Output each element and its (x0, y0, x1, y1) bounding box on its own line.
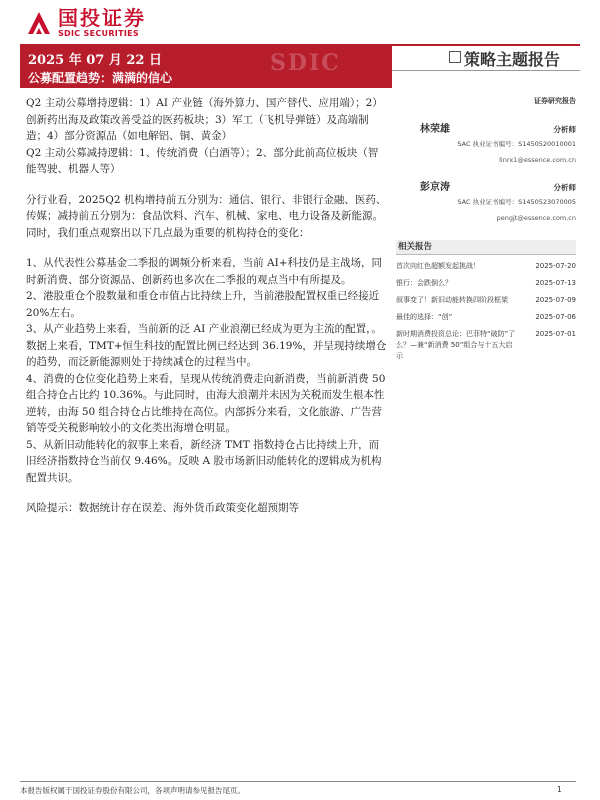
related-report-title[interactable]: 新时期消费投资总论：巴菲特“破防”了么？—兼“新消费 50”组合与十五大启示 (396, 330, 516, 360)
increase-logic: Q2 主动公募增持逻辑：1）AI 产业链（海外算力、国产替代、应用端）；2）创新药出海及政策改善受益的医药板块；3）军工（飞机导弹链）及高端制造；4）部分资源品（如电解铝、铜、黄金） (26, 97, 383, 142)
related-report-date: 2025-07-13 (535, 279, 576, 287)
point-4: 4、消费的仓位变化趋势上来看，呈现从传统消费走向新消费，当前新消费 50 组合持仓占比约 10.36%。与此同时，由海大浪潮并未因为关税而发生根本性逆转，由海 50 组合持仓占比维持在高位。内部拆分来看，文化旅游、广告营销等受关税影响较小的文化类出海增仓明显。 (26, 372, 386, 434)
header-rule (392, 44, 580, 46)
risk-note: 风险提示：数据统计存在误差、海外货币政策变化超预期等 (26, 502, 299, 514)
related-report-item[interactable] (396, 278, 576, 289)
point-5: 5、从新旧动能转化的叙事上来看，新经济 TMT 指数持仓占比持续上升，而旧经济指数持仓当前仅 9.46%。反映 A 股市场新旧动能转化的逻辑成为机构配置共识。 (26, 438, 382, 484)
company-logo (26, 6, 206, 40)
report-type: 策略主题报告 (464, 50, 561, 69)
sidebar (396, 96, 576, 362)
related-report-item[interactable] (396, 295, 576, 306)
related-report-date: 2025-07-20 (535, 262, 576, 270)
analyst-cert: SAC 执业证书编号：S1450520010001 (457, 140, 576, 148)
logo-cn: 国投证券 (58, 6, 146, 30)
industry-summary: 分行业看，2025Q2 机构增持前五分别为：通信、银行、非银行金融、医药、传媒；减持前五分别为：食品饮料、汽车、机械、家电、电力设备及新能源。同时，我们重点观察出以下几点最为重要的机构持仓的变化： (26, 193, 387, 239)
related-report-title[interactable]: 叙事变了！新旧动能转换四阶段框架 (396, 296, 508, 304)
analyst-cert: SAC 执业证书编号：S1450523070005 (457, 198, 576, 206)
footer-disclaimer: 本报告版权属于国投证券股份有限公司，各项声明请参见报告尾页。 (20, 786, 245, 795)
report-title: 公募配置趋势：满满的信心 (28, 71, 173, 85)
title-banner (20, 44, 392, 88)
report-date: 2025 年 07 月 22 日 (28, 53, 162, 68)
footer-rule (20, 781, 576, 782)
report-type-icon (449, 51, 461, 63)
point-1: 1、从代表性公募基金二季报的调频分析来看，当前 AI+科技仍是主战场，同时新消费、部分资源品、创新药也多次在二季报的观点当中有所提及。 (26, 257, 383, 286)
related-report-date: 2025-07-09 (535, 296, 576, 304)
point-3: 3、从产业趋势上来看，当前新的泛 AI 产业浪潮已经成为更为主流的配置，。数据上来看，TMT+恒生科技的配置比例已经达到 36.19%，并呈现持续增仓的趋势，而泛新能源则处于持续减仓的过程当中。 (26, 323, 387, 368)
analyst-email[interactable]: linrx1@essence.com.cn (499, 156, 576, 164)
related-report-item[interactable] (396, 312, 576, 323)
header-divider (392, 70, 580, 71)
related-report-title[interactable]: 银行：会跌倒么？ (396, 279, 452, 287)
related-reports-list (396, 261, 576, 362)
research-label: 证券研究报告 (534, 97, 576, 105)
related-report-title[interactable]: 最佳的选择：“创” (396, 313, 453, 321)
analyst-name: 林荣雄 (420, 124, 450, 135)
related-report-item[interactable] (396, 329, 576, 362)
point-2: 2、港股重仓个股数量和重仓市值占比持续上升，当前港股配置权重已经接近 20%左右。 (26, 290, 380, 319)
logo-en: SDIC SECURITIES (58, 29, 139, 38)
analyst-role: 分析师 (553, 183, 576, 192)
logo-mark-icon (26, 10, 52, 36)
related-report-date: 2025-07-06 (535, 313, 576, 321)
related-report-title[interactable]: 首次向红色超额发起挑战！ (396, 262, 480, 270)
related-reports-heading: 相关报告 (396, 240, 576, 255)
analyst-card (396, 178, 576, 222)
analyst-card (396, 120, 576, 164)
report-body (26, 95, 388, 517)
related-report-date: 2025-07-01 (535, 330, 576, 338)
page-number: 1 (557, 785, 562, 794)
decrease-logic: Q2 主动公募减持逻辑：1、传统消费（白酒等）；2、部分此前高位板块（智能驾驶、机器人等） (26, 146, 379, 175)
analyst-email[interactable]: pengjt@essence.com.cn (496, 214, 576, 222)
analyst-name: 彭京涛 (420, 182, 450, 193)
analyst-role: 分析师 (553, 125, 576, 134)
banner-watermark: SDIC (270, 50, 341, 76)
related-report-item[interactable] (396, 261, 576, 272)
